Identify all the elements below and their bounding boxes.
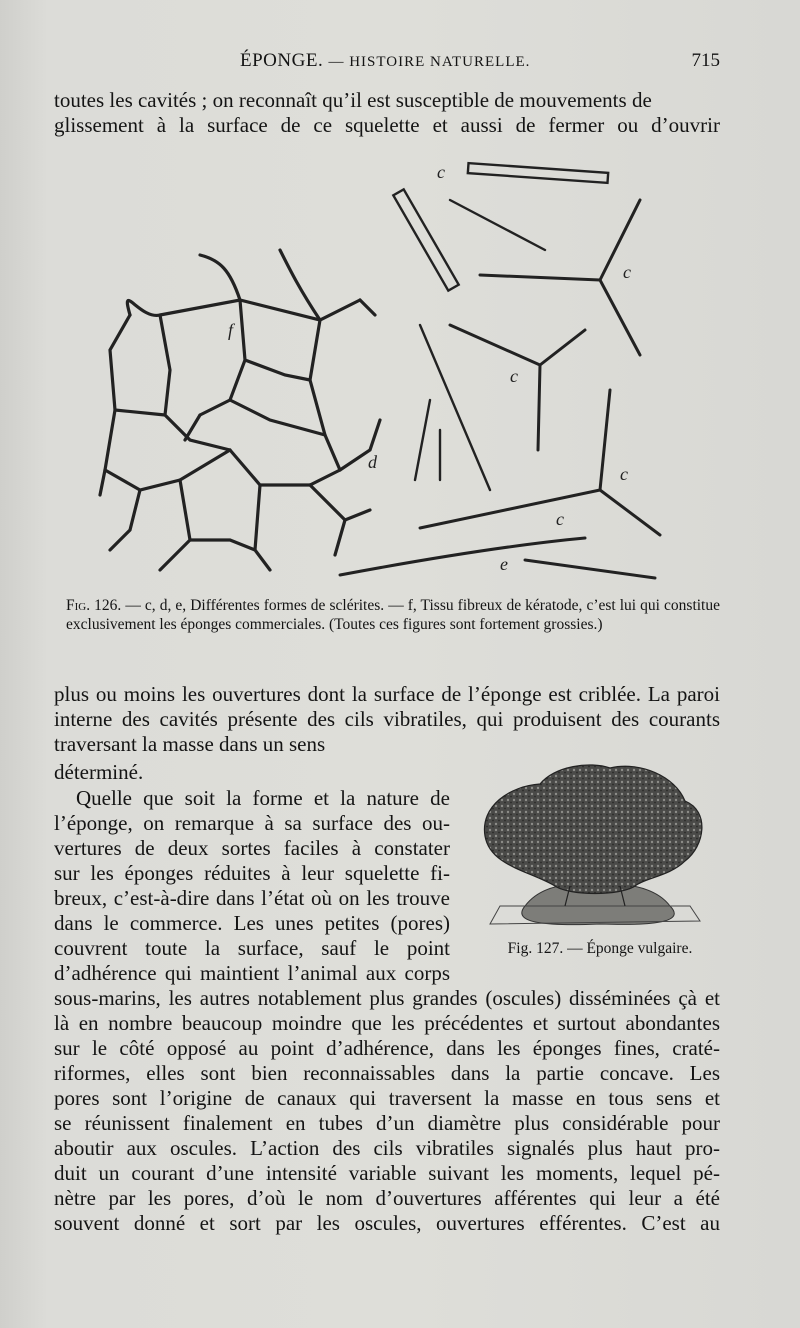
text-line: là en nombre beaucoup moindre que les précédentes et surtout abondantes: [54, 1011, 720, 1035]
figure-126-caption: [66, 596, 720, 634]
text-line: nètre par les pores, d’où le nom d’ouvertures afférentes qui leur a été: [54, 1186, 720, 1210]
figure-127-sponge: [470, 756, 720, 936]
text-line: sous-marins, les autres notablement plus grandes (oscules) disséminées çà et: [54, 986, 720, 1010]
paragraph-bottom: [54, 986, 720, 1236]
paragraph-middle: [54, 682, 720, 757]
text-line: sur le côté opposé au point d’adhérence, dans les éponges fines, craté-: [54, 1036, 720, 1060]
figure-127-caption: Fig. 127. — Éponge vulgaire.: [507, 940, 693, 957]
paragraph-top: [54, 88, 720, 138]
text-line: toutes les cavités ; on reconnaît qu’il est susceptible de mouvements de: [54, 88, 652, 112]
text-line: aboutir aux oscules. L’action des cils vibratiles signalés plus haut pro-: [54, 1136, 720, 1160]
text-line: breux, c’est-à-dire dans l’état où on les trouve: [54, 886, 450, 910]
figure-126-sclerites: [70, 150, 720, 590]
figure-label: c: [623, 262, 631, 282]
text-line: duit un courant d’une intensité variable suivant les moments, lequel pé-: [54, 1161, 720, 1185]
running-head-title-text: ÉPONGE.: [240, 50, 324, 71]
text-line: d’adhérence qui maintient l’animal aux corps: [54, 961, 450, 985]
triactine-sclerites-illustration: [420, 200, 660, 535]
text-line: couvrent toute la surface, sauf le point: [54, 936, 450, 960]
page-number: 715: [691, 50, 720, 71]
text-line: se réunissent finalement en tubes d’un diamètre plus considérable pour: [54, 1111, 720, 1135]
figure-label: c: [556, 509, 564, 529]
long-spicules-illustration: [340, 538, 655, 578]
text-line: souvent donné et sort par les oscules, ouvertures efférentes. C’est au: [54, 1211, 720, 1235]
text-line: Quelle que soit la forme et la nature de: [76, 786, 450, 810]
paragraph-wrapped: [54, 786, 450, 986]
caption-figure-number: Fig. 126.: [66, 597, 122, 614]
text-line: pores sont l’origine de canaux qui traversent la masse en tous sens et: [54, 1086, 720, 1110]
running-head-subtitle: — HISTOIRE NATURELLE.: [328, 54, 531, 70]
figure-label: c: [510, 366, 518, 386]
keratose-network-illustration: [100, 250, 380, 570]
running-head-title: [240, 50, 530, 72]
figure-label: e: [500, 554, 508, 574]
figure-label: f: [228, 320, 234, 340]
text-line: déterminé.: [54, 760, 144, 784]
figure-label: c: [437, 162, 445, 182]
text-line: glissement à la surface de ce squelette et aussi de fermer ou d’ouvrir: [54, 113, 720, 137]
running-head: [54, 50, 720, 76]
text-block: plus ou moins les ouvertures dont la surface de l’éponge est criblée. La paroi interne des cavités présente des cils vibratiles, qui produisent des courants traversant la masse dans un sens: [54, 682, 720, 756]
text-line: l’éponge, on remarque à sa surface des ou-: [54, 811, 450, 835]
text-line: dans le commerce. Les unes petites (pores): [54, 911, 450, 935]
sclerite-rods-illustration: [393, 163, 608, 490]
figure-label: c: [620, 464, 628, 484]
text-line: vertures de deux sortes faciles à constater: [54, 836, 450, 860]
figure-label: d: [368, 452, 377, 472]
caption-text: — c, d, e, Différentes formes de sclérites. — f, Tissu fibreux de kératode, c’est lui qui constitue exclusivement les éponges commerciales. (Toutes ces figures sont fortement grossies.): [66, 597, 720, 633]
text-line: sur les éponges réduites à leur squelette fi-: [54, 861, 450, 885]
text-line: riformes, elles sont bien reconnaissables dans la partie concave. Les: [54, 1061, 720, 1085]
